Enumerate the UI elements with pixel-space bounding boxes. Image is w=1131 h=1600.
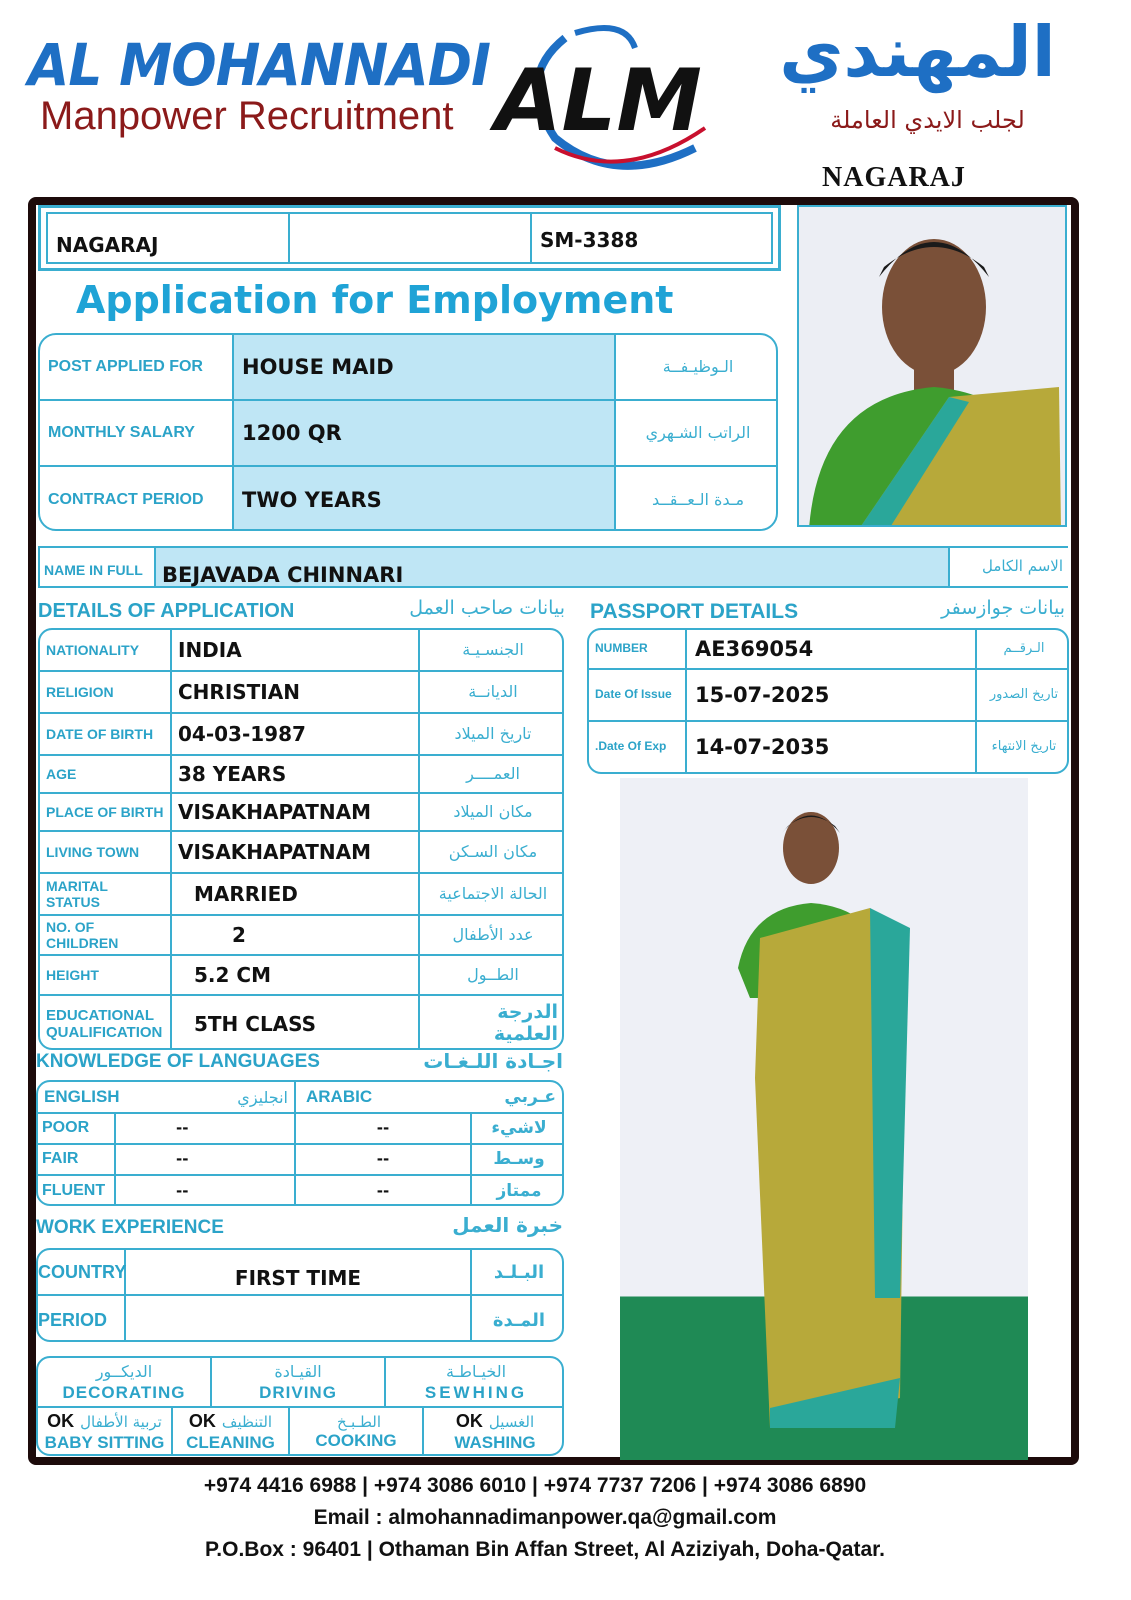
detail-value: 5TH CLASS — [194, 1011, 317, 1036]
detail-label-cell — [40, 714, 172, 756]
arabic-level-value-cell — [296, 1114, 472, 1145]
country-arabic: البـلـد — [493, 1261, 545, 1283]
passport-value: AE369054 — [695, 636, 814, 661]
detail-value: VISAKHAPATNAM — [178, 799, 372, 824]
post-label: POST APPLIED FOR — [48, 357, 203, 375]
detail-value: 5.2 CM — [194, 962, 271, 987]
skill-label: COOKING — [315, 1431, 397, 1451]
arabic-level-value: -- — [376, 1118, 390, 1137]
detail-arabic-cell — [420, 630, 564, 672]
country-value: FIRST TIME — [234, 1266, 362, 1290]
detail-arabic: الطــول — [467, 964, 519, 984]
detail-value: 04-03-1987 — [178, 721, 306, 746]
detail-arabic: العمــــر — [466, 763, 520, 783]
skill-cell — [38, 1358, 212, 1408]
passport-label-cell — [589, 630, 687, 670]
detail-label-cell — [40, 794, 172, 832]
language-level-arabic: وسـط — [493, 1148, 545, 1169]
detail-label-cell — [40, 956, 172, 996]
detail-value-cell — [172, 874, 420, 916]
arabic-level-value: -- — [376, 1149, 390, 1168]
detail-arabic-cell — [420, 756, 564, 794]
language-level-arabic-cell — [472, 1145, 564, 1176]
detail-arabic: الحالة الاجتماعية — [438, 883, 548, 903]
detail-value-cell — [172, 916, 420, 956]
skills-table — [36, 1356, 564, 1456]
language-level-arabic-cell — [472, 1114, 564, 1145]
language-level-cell — [38, 1176, 116, 1206]
english-level-value-cell — [116, 1114, 296, 1145]
post-value-cell — [234, 467, 616, 531]
passport-value-cell — [687, 670, 977, 722]
details-heading: DETAILS OF APPLICATION — [38, 600, 295, 622]
skill-arabic: الخيـاطـة — [445, 1361, 507, 1381]
post-label: CONTRACT PERIOD — [48, 490, 204, 508]
post-arabic: الراتب الشـهري — [645, 422, 751, 442]
name-full-label: NAME IN FULL — [44, 562, 143, 578]
passport-label: .Date Of Exp — [595, 739, 667, 754]
passport-arabic: تاريخ الانتهاء — [991, 738, 1057, 754]
skill-arabic: الغسيل — [488, 1413, 535, 1432]
detail-label: HEIGHT — [46, 966, 99, 983]
post-arabic-cell — [616, 335, 778, 401]
footer-email: Email : almohannadimanpower.qa@gmail.com — [313, 1506, 777, 1529]
passport-value-cell — [687, 630, 977, 670]
detail-arabic: تاريخ الميلاد — [454, 723, 532, 743]
detail-arabic: الجنسـيـة — [462, 639, 524, 659]
skill-arabic: الديكــور — [95, 1361, 153, 1381]
post-value-cell — [234, 335, 616, 401]
detail-label-cell — [40, 630, 172, 672]
detail-label: NO. OF CHILDREN — [46, 918, 119, 951]
skill-cell — [424, 1408, 564, 1456]
skill-cell — [290, 1408, 424, 1456]
detail-arabic-cell — [420, 916, 564, 956]
detail-arabic-cell — [420, 672, 564, 714]
english-level-value: -- — [176, 1181, 189, 1200]
name-full-value: BEJAVADA CHINNARI — [162, 563, 404, 587]
detail-value-cell — [172, 630, 420, 672]
post-value: 1200 QR — [242, 420, 342, 445]
skill-arabic: القيـادة — [274, 1361, 322, 1381]
detail-label: DATE OF BIRTH — [46, 725, 154, 742]
detail-value-cell — [172, 756, 420, 794]
language-level-arabic: ممتاز — [496, 1180, 542, 1201]
language-level-arabic-cell — [472, 1176, 564, 1206]
detail-label-cell — [40, 916, 172, 956]
skill-ok-mark: OK — [188, 1411, 216, 1432]
detail-arabic: مكان الميلاد — [453, 801, 533, 821]
skill-ok-mark: OK — [455, 1411, 483, 1432]
skill-cell — [212, 1358, 386, 1408]
skill-label: DECORATING — [62, 1382, 186, 1402]
english-level-value-cell — [116, 1176, 296, 1206]
detail-arabic-cell — [420, 996, 564, 1050]
skill-label: SEWHING — [424, 1382, 528, 1402]
skill-arabic: الطـبـخ — [336, 1413, 382, 1432]
languages-heading-arabic: اجـادة اللـغـات — [423, 1049, 563, 1073]
english-level-value: -- — [176, 1149, 189, 1168]
language-level: FAIR — [42, 1150, 79, 1168]
post-arabic-cell — [616, 401, 778, 467]
post-arabic: الـوظيـفــة — [662, 356, 734, 376]
detail-label: MARITAL STATUS — [46, 877, 108, 910]
detail-label: PLACE OF BIRTH — [46, 803, 164, 820]
detail-label: LIVING TOWN — [46, 843, 140, 860]
language-level-arabic: لاشيء — [491, 1117, 547, 1138]
detail-value: CHRISTIAN — [178, 679, 300, 704]
detail-arabic: مكان السـكن — [448, 841, 538, 861]
skill-arabic: التنظيف — [221, 1413, 273, 1432]
arabic-level-value-cell — [296, 1176, 472, 1206]
passport-heading-arabic: بيانات جوازسفر — [941, 597, 1065, 619]
detail-value: 2 — [232, 922, 246, 947]
brand-subtitle: Manpower Recruitment — [40, 94, 454, 138]
passport-arabic: الـرقــم — [1003, 640, 1045, 656]
detail-label: NATIONALITY — [46, 641, 140, 658]
post-value-cell — [234, 401, 616, 467]
detail-label-cell — [40, 996, 172, 1050]
portrait-photo — [797, 205, 1067, 527]
skill-label: BABY SITTING — [44, 1433, 165, 1453]
detail-value-cell — [172, 672, 420, 714]
detail-value: INDIA — [178, 637, 242, 662]
detail-value-cell — [172, 714, 420, 756]
skill-label: CLEANING — [186, 1433, 275, 1453]
name-full-arabic: الاسم الكامل — [981, 557, 1063, 575]
post-label-cell — [40, 401, 234, 467]
detail-value-cell — [172, 794, 420, 832]
detail-label-cell — [40, 756, 172, 794]
form-title: Application for Employment — [76, 278, 674, 322]
detail-value-cell — [172, 956, 420, 996]
languages-heading: KNOWLEDGE OF LANGUAGES — [36, 1051, 320, 1072]
passport-arabic: تاريخ الصدور — [989, 686, 1059, 702]
english-header: ENGLISH — [44, 1087, 120, 1106]
language-level: FLUENT — [42, 1182, 106, 1200]
language-level-cell — [38, 1114, 116, 1145]
post-label: MONTHLY SALARY — [48, 423, 195, 441]
detail-arabic-cell — [420, 874, 564, 916]
work-heading: WORK EXPERIENCE — [36, 1217, 224, 1238]
brand-name: AL MOHANNADI — [28, 31, 491, 99]
detail-label: AGE — [46, 765, 77, 782]
skill-ok-mark: OK — [47, 1411, 75, 1432]
detail-arabic: الديانــة — [468, 681, 518, 701]
detail-value: VISAKHAPATNAM — [178, 839, 372, 864]
post-label-cell — [40, 335, 234, 401]
english-level-value: -- — [176, 1118, 189, 1137]
passport-arabic-cell — [977, 722, 1069, 772]
passport-value-cell — [687, 722, 977, 772]
details-table — [38, 628, 564, 1050]
language-level-cell — [38, 1145, 116, 1176]
detail-value: MARRIED — [194, 881, 298, 906]
detail-arabic-cell — [420, 714, 564, 756]
post-arabic: مـدة الـعــقــد — [651, 489, 745, 509]
language-level: POOR — [42, 1119, 90, 1137]
detail-label-cell — [40, 874, 172, 916]
arabic-level-value-cell — [296, 1145, 472, 1176]
passport-arabic-cell — [977, 630, 1069, 670]
details-heading-arabic: بيانات صاحب العمل — [409, 597, 565, 619]
passport-label-cell — [589, 722, 687, 772]
detail-label-cell — [40, 832, 172, 874]
skill-label: WASHING — [454, 1433, 536, 1453]
candidate-title: NAGARAJ — [822, 162, 966, 193]
post-value: TWO YEARS — [242, 487, 382, 512]
period-value — [126, 1296, 472, 1342]
arabic-header-arabic: عـربي — [504, 1087, 556, 1107]
detail-arabic-cell — [420, 956, 564, 996]
post-value: HOUSE MAID — [242, 354, 394, 379]
detail-value: 38 YEARS — [178, 761, 287, 786]
skill-cell — [38, 1408, 173, 1456]
work-heading-arabic: خبرة العمل — [452, 1213, 563, 1237]
top-name: NAGARAJ — [56, 233, 159, 257]
detail-label-cell — [40, 672, 172, 714]
reference-code: SM-3388 — [540, 228, 639, 252]
country-label: COUNTRY — [38, 1261, 127, 1282]
passport-value: 14-07-2035 — [695, 734, 830, 759]
detail-arabic-cell — [420, 794, 564, 832]
passport-label: NUMBER — [595, 641, 648, 656]
post-label-cell — [40, 467, 234, 531]
detail-arabic-cell — [420, 832, 564, 874]
post-table — [38, 333, 778, 531]
detail-arabic: عدد الأطفال — [452, 924, 534, 944]
detail-value-cell — [172, 996, 420, 1050]
period-arabic: المـدة — [492, 1309, 546, 1331]
passport-value: 15-07-2025 — [695, 682, 830, 707]
detail-value-cell — [172, 832, 420, 874]
detail-arabic: الدرجة العلمية — [493, 1001, 558, 1045]
skill-cell — [173, 1408, 290, 1456]
footer-address: P.O.Box : 96401 | Othaman Bin Affan Street, Al Aziziyah, Doha-Qatar. — [205, 1538, 885, 1561]
passport-heading: PASSPORT DETAILS — [590, 600, 799, 623]
period-label: PERIOD — [38, 1309, 108, 1330]
arabic-level-value: -- — [376, 1181, 390, 1200]
skill-arabic: تربية الأطفال — [80, 1413, 162, 1432]
brand-subtitle-arabic: لجلب الايدي العاملة — [830, 106, 1025, 134]
alm-logo: ALM — [495, 18, 720, 178]
skill-cell — [386, 1358, 564, 1408]
skill-label: DRIVING — [259, 1382, 337, 1402]
full-body-photo — [620, 778, 1028, 1460]
languages-table — [36, 1080, 564, 1206]
passport-label-cell — [589, 670, 687, 722]
arabic-header: ARABIC — [306, 1087, 373, 1106]
english-level-value-cell — [116, 1145, 296, 1176]
english-header-arabic: انجليزي — [237, 1087, 288, 1107]
footer-phones: +974 4416 6988 | +974 3086 6010 | +974 7737 7206 | +974 3086 6890 — [203, 1474, 867, 1497]
brand-name-arabic: المهندي — [779, 11, 1056, 93]
detail-label: EDUCATIONAL QUALIFICATION — [46, 1006, 163, 1041]
detail-label: RELIGION — [46, 683, 114, 700]
post-arabic-cell — [616, 467, 778, 531]
work-table — [36, 1248, 564, 1342]
passport-arabic-cell — [977, 670, 1069, 722]
passport-label: Date Of Issue — [595, 687, 672, 702]
passport-table — [587, 628, 1069, 774]
